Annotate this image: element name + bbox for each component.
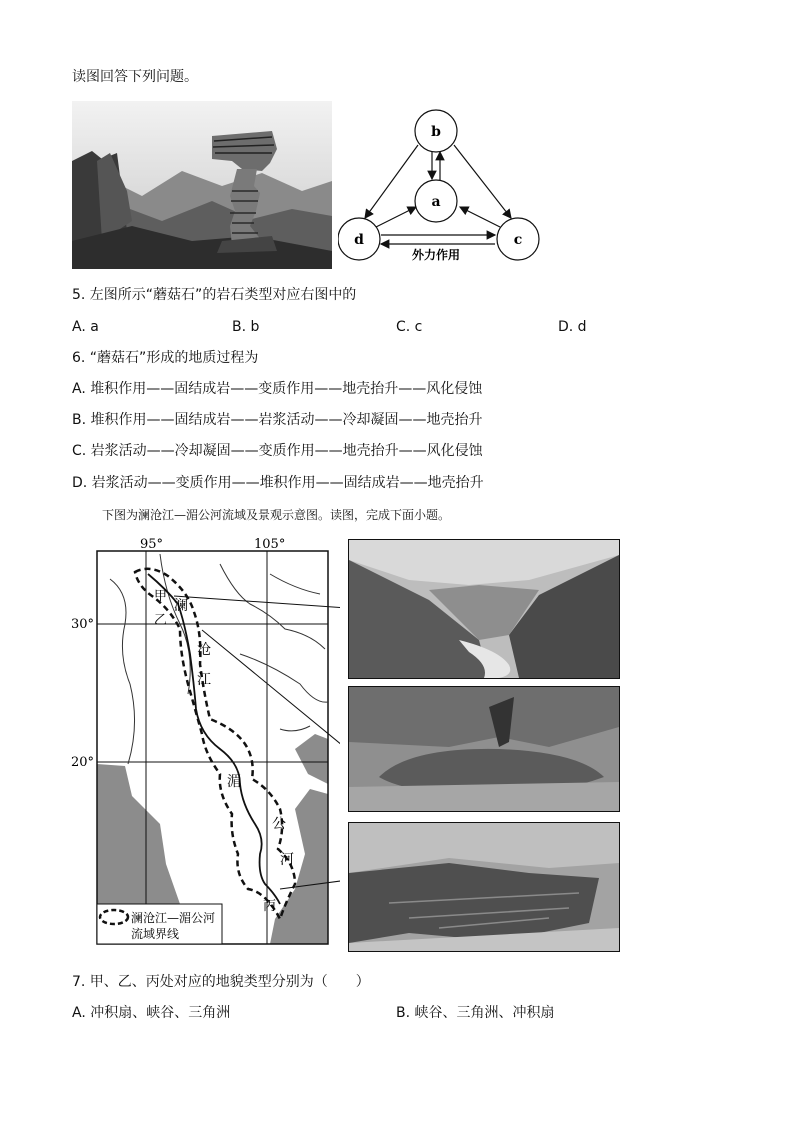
- q5-option-a[interactable]: A. a: [72, 319, 99, 335]
- q6-option-d[interactable]: D. 岩浆活动——变质作用——堆积作用——固结成岩——地壳抬升: [72, 475, 484, 491]
- q5-option-b[interactable]: B. b: [232, 319, 260, 335]
- q5-option-c[interactable]: C. c: [396, 319, 423, 335]
- q6-option-c[interactable]: C. 岩浆活动——冷却凝固——变质作用——地壳抬升——风化侵蚀: [72, 443, 483, 459]
- river-char-5: 公: [272, 816, 286, 832]
- river-char-2: 沧: [197, 642, 211, 658]
- rock-cycle-diagram: [338, 105, 548, 265]
- legend-line-2: 流域界线: [131, 927, 180, 941]
- q5-stem: 5. 左图所示“蘑菇石”的岩石类型对应右图中的: [72, 287, 357, 303]
- delta-photo: [348, 822, 620, 952]
- lat-20-label: 20°: [70, 755, 94, 770]
- q7-stem: 7. 甲、乙、丙处对应的地貌类型分别为（ ）: [72, 974, 370, 990]
- q7-option-a[interactable]: A. 冲积扇、峡谷、三角洲: [72, 1005, 231, 1021]
- node-a-label: a: [431, 194, 441, 210]
- lon-105-label: 105°: [254, 537, 286, 552]
- legend-line-1: 澜沧江—湄公河: [131, 911, 216, 925]
- q6-stem: 6. “蘑菇石”形成的地质过程为: [72, 350, 259, 366]
- lon-95-label: 95°: [140, 537, 164, 552]
- river-char-3: 江: [197, 672, 211, 688]
- intro-text: 读图回答下列问题。: [72, 69, 198, 85]
- lat-30-label: 30°: [70, 617, 94, 632]
- intro2-text: 下图为澜沧江—湄公河流域及景观示意图。读图，完成下面小题。: [102, 508, 451, 522]
- alluvial-fan-photo: [348, 686, 620, 812]
- river-char-1: 澜: [174, 598, 188, 614]
- river-char-4: 湄: [227, 774, 241, 790]
- q7-option-b[interactable]: B. 峡谷、三角洲、冲积扇: [396, 1005, 555, 1021]
- node-c-label: c: [513, 232, 523, 248]
- q6-option-a[interactable]: A. 堆积作用——固结成岩——变质作用——地壳抬升——风化侵蚀: [72, 381, 483, 397]
- q5-option-d[interactable]: D. d: [558, 319, 587, 335]
- mushroom-rock-photo: [72, 101, 332, 269]
- place-yi-label: 乙: [154, 613, 168, 628]
- mekong-basin-map: [70, 534, 340, 954]
- q6-option-b[interactable]: B. 堆积作用——固结成岩——岩浆活动——冷却凝固——地壳抬升: [72, 412, 483, 428]
- place-jia-label: 甲: [154, 589, 168, 604]
- node-b-label: b: [431, 124, 441, 140]
- river-char-6: 河: [280, 852, 294, 868]
- place-bing-label: 丙: [263, 899, 277, 914]
- node-d-label: d: [354, 232, 364, 248]
- canyon-photo: [348, 539, 620, 679]
- external-force-label: 外力作用: [411, 248, 461, 262]
